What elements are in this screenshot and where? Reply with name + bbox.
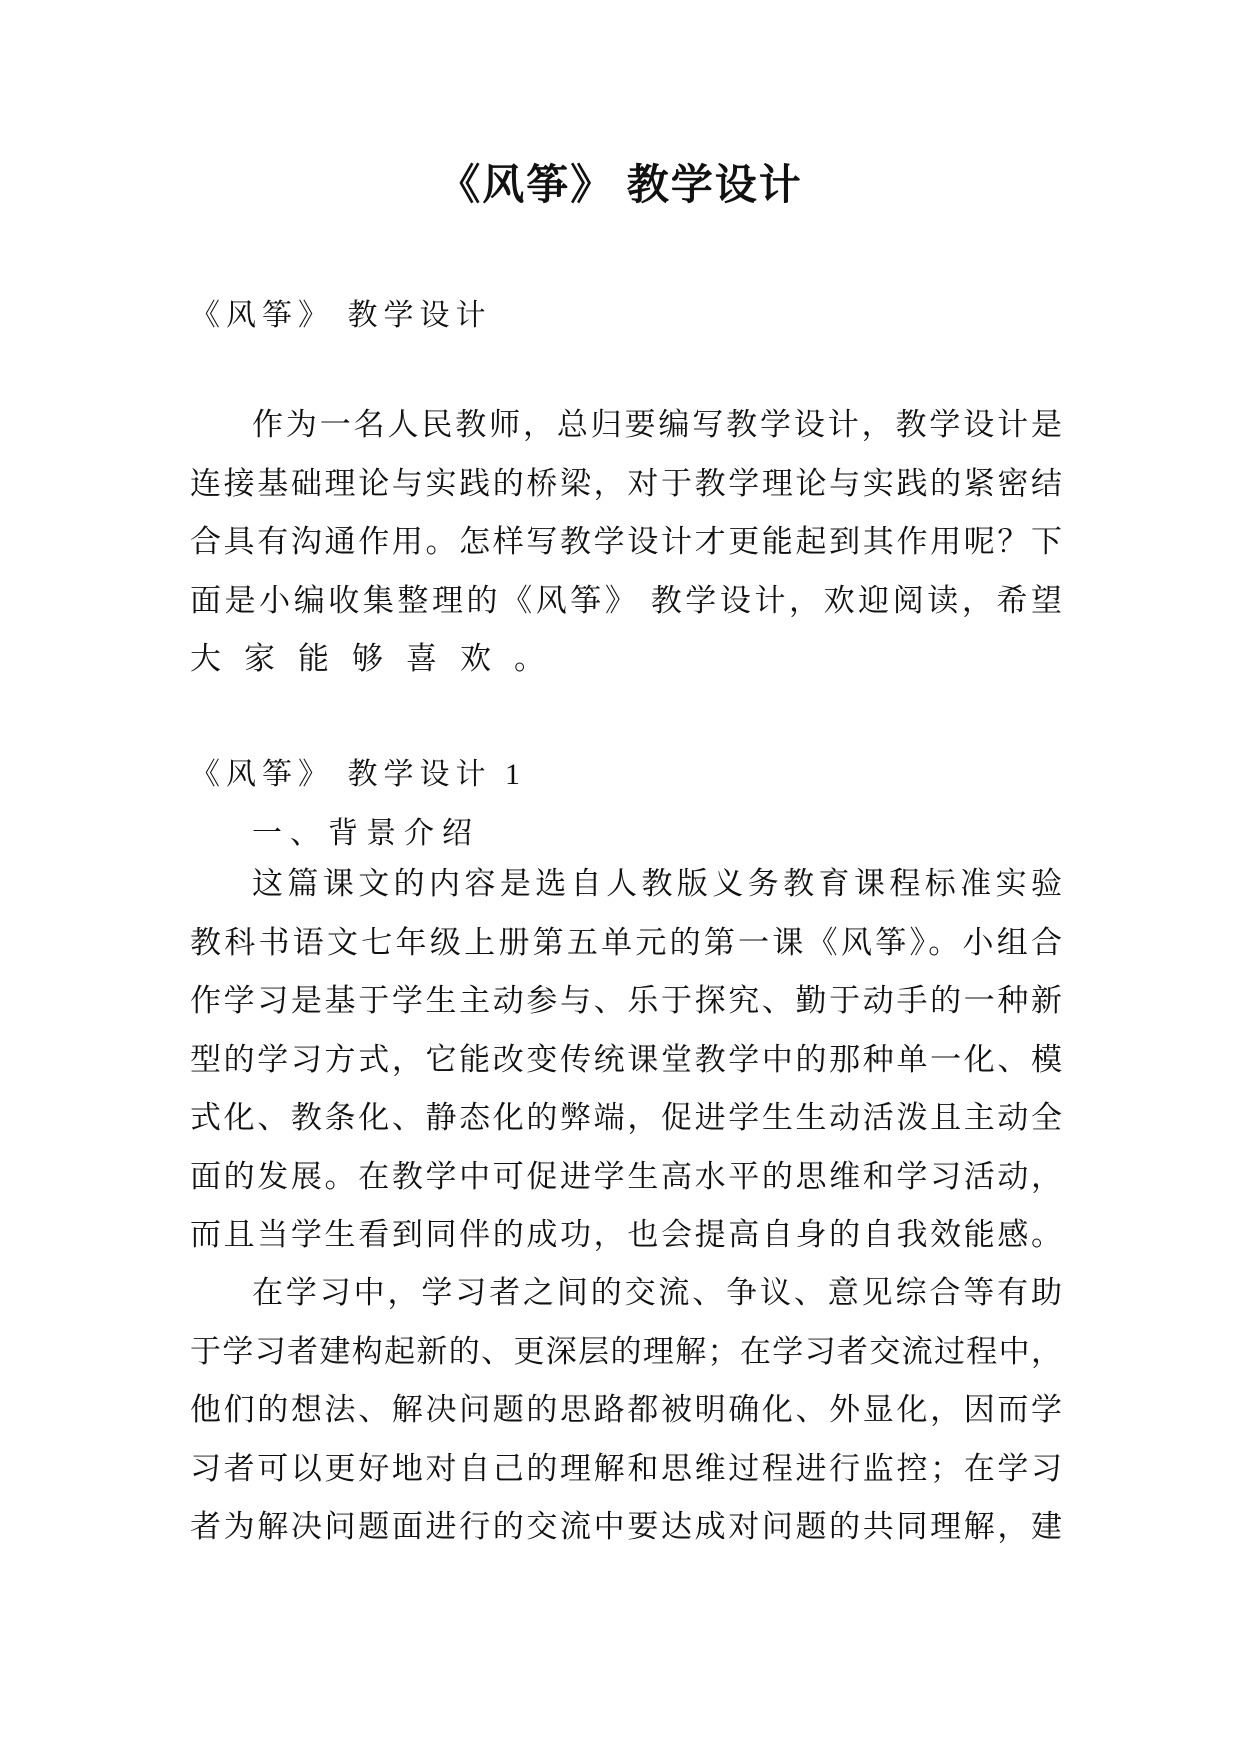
paragraph-line: 作为一名人民教师，总归要编写教学设计，教学设计是	[252, 407, 1062, 442]
paragraph-line: 者为解决问题面进行的交流中要达成对问题的共同理解，建	[190, 1509, 1062, 1544]
paragraph-line: 大家能够喜欢。	[190, 641, 568, 676]
paragraph-line: 面的发展。在教学中可促进学生高水平的思维和学习活动，	[190, 1158, 1062, 1194]
subsection-heading: 一、背景介绍	[252, 817, 480, 850]
section-heading: 《风筝》 教学设计 1	[190, 758, 526, 791]
paragraph-line: 他们的想法、解决问题的思路都被明确化、外显化，因而学	[190, 1392, 1062, 1427]
paragraph-line: 这篇课文的内容是选自人教版义务教育课程标准实验	[252, 866, 1062, 901]
paragraph-line: 习者可以更好地对自己的理解和思维过程进行监控；在学习	[190, 1450, 1062, 1486]
paragraph-line: 作学习是基于学生主动参与、乐于探究、勤于动手的一种新	[190, 983, 1062, 1018]
background-paragraph-2	[190, 1264, 1062, 1557]
paragraph-line: 式化、教条化、静态化的弊端，促进学生生动活泼且主动全	[190, 1100, 1062, 1135]
document-subtitle: 《风筝》 教学设计	[190, 299, 492, 332]
paragraph-line: 教科书语文七年级上册第五单元的第一课《风筝》。小组合	[190, 924, 1062, 960]
background-paragraph-1	[190, 855, 1062, 1265]
document-title: 《风筝》 教学设计	[438, 163, 803, 209]
paragraph-line: 于学习者建构起新的、更深层的理解；在学习者交流过程中，	[190, 1333, 1062, 1369]
paragraph-line: 在学习中，学习者之间的交流、争议、意见综合等有助	[252, 1275, 1062, 1310]
paragraph-line: 型的学习方式，它能改变传统课堂教学中的那种单一化、模	[190, 1041, 1062, 1077]
paragraph-line: 合具有沟通作用。怎样写教学设计才更能起到其作用呢？下	[190, 524, 1062, 559]
paragraph-line: 连接基础理论与实践的桥梁，对于教学理论与实践的紧密结	[190, 465, 1062, 501]
paragraph-line: 面是小编收集整理的《风筝》 教学设计，欢迎阅读，希望	[190, 582, 1062, 618]
paragraph-line: 而且当学生看到同伴的成功，也会提高自身的自我效能感。	[190, 1217, 1062, 1252]
intro-paragraph	[190, 396, 1062, 689]
